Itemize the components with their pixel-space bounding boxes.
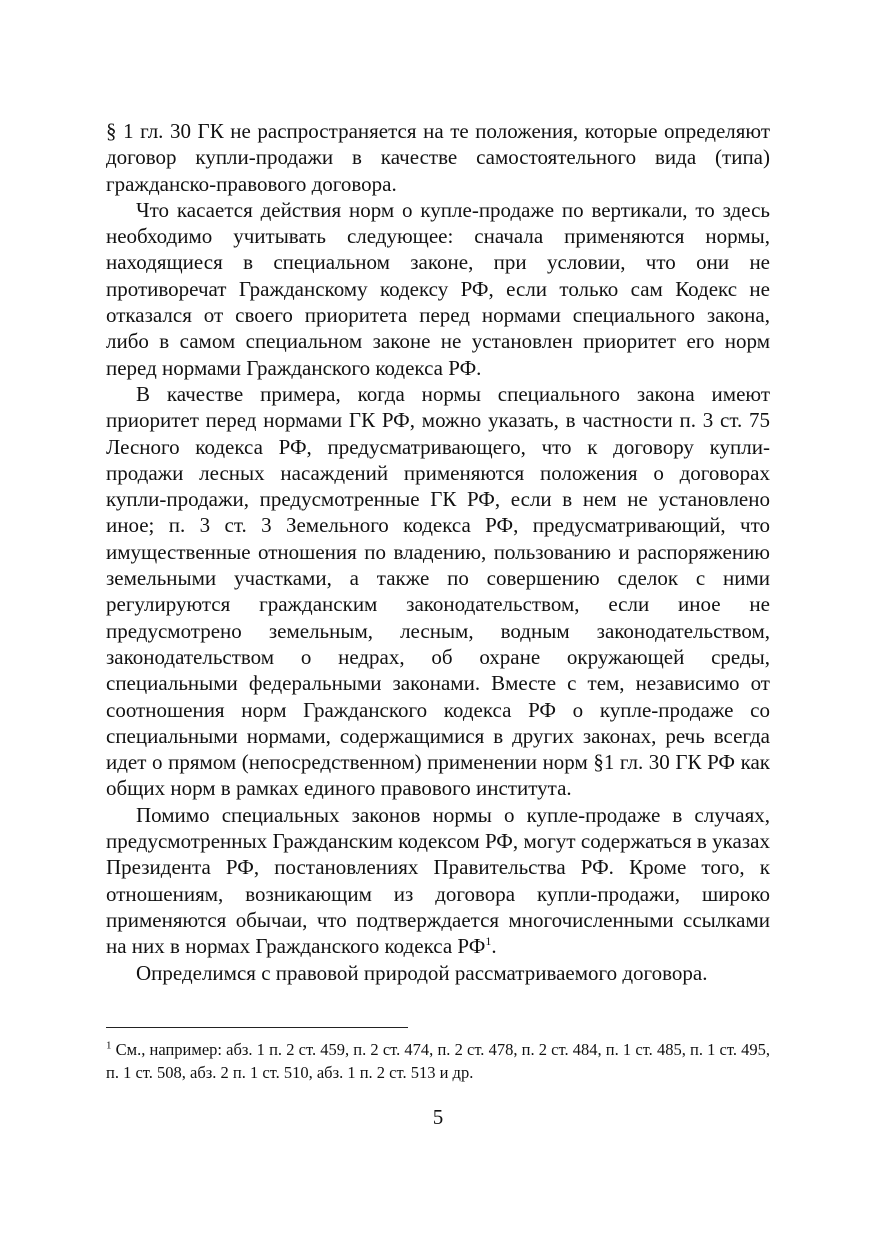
- paragraph: § 1 гл. 30 ГК не распространяется на те положения, которые определяют договор купли-продажи в качестве самостоятельного вида (типа) гражданско-правового договора.: [106, 119, 770, 196]
- body-text: [106, 118, 770, 986]
- footnote-separator: [106, 1027, 408, 1028]
- paragraph: [106, 802, 770, 960]
- paragraph: Определимся с правовой природой рассматриваемого договора.: [136, 960, 708, 985]
- paragraph-text: Помимо специальных законов нормы о купле-продаже в случаях, предусмотренных Гражданским кодексом РФ, могут содержаться в указах Президента РФ, постановлениях Правительства РФ. Кроме того, к отношениям, возникающим из договора купли-продажи, широко применяются обычаи, что подтверждается многочисленными ссылками на них в нормах Гражданского кодекса РФ: [106, 802, 770, 959]
- page-number: 5: [432, 1105, 444, 1129]
- paragraph: Что касается действия норм о купле-продаже по вертикали, то здесь необходимо учитывать следующее: сначала применяются нормы, находящиеся в специальном законе, при условии, что они не противоречат Гражданскому кодексу РФ, если только сам Кодекс не отказался от своего приоритета перед нормами специального закона, либо в самом специальном законе не установлен приоритет его норм перед нормами Гражданского кодекса РФ.: [106, 197, 770, 380]
- footnote: [106, 1038, 770, 1084]
- footnote-reference[interactable]: 1: [485, 934, 492, 949]
- paragraph-tail: .: [491, 934, 497, 959]
- footnote-text: См., например: абз. 1 п. 2 ст. 459, п. 2 ст. 474, п. 2 ст. 478, п. 2 ст. 484, п. 1 ст. 485, п. 1 ст. 495, п. 1 ст. 508, абз. 2 п. 1 ст. 510, абз. 1 п. 2 ст. 513 и др.: [106, 1040, 770, 1082]
- paragraph: В качестве примера, когда нормы специального закона имеют приоритет перед нормами ГК РФ, можно указать, в частности п. 3 ст. 75 Лесного кодекса РФ, предусматривающего, что к договору купли-продажи лесных насаждений применяются положения о договорах купли-продажи, предусмотренные ГК РФ, если в нем не установлено иное; п. 3 ст. 3 Земельного кодекса РФ, предусматривающий, что имущественные отношения по владению, пользованию и распоряжению земельными участками, а также по совершению сделок с ними регулируются гражданским законодательством, если иное не предусмотрено земельным, лесным, водным законодательством, законодательством о недрах, об охране окружающей среды, специальными федеральными законами. Вместе с тем, независимо от соотношения норм Гражданского кодекса РФ о купле-продаже со специальными нормами, содержащимися в других законах, речь всегда идет о прямом (непосредственном) применении норм §1 гл. 30 ГК РФ как общих норм в рамках единого правового института.: [106, 381, 770, 801]
- footnote-marker: 1: [106, 1039, 112, 1052]
